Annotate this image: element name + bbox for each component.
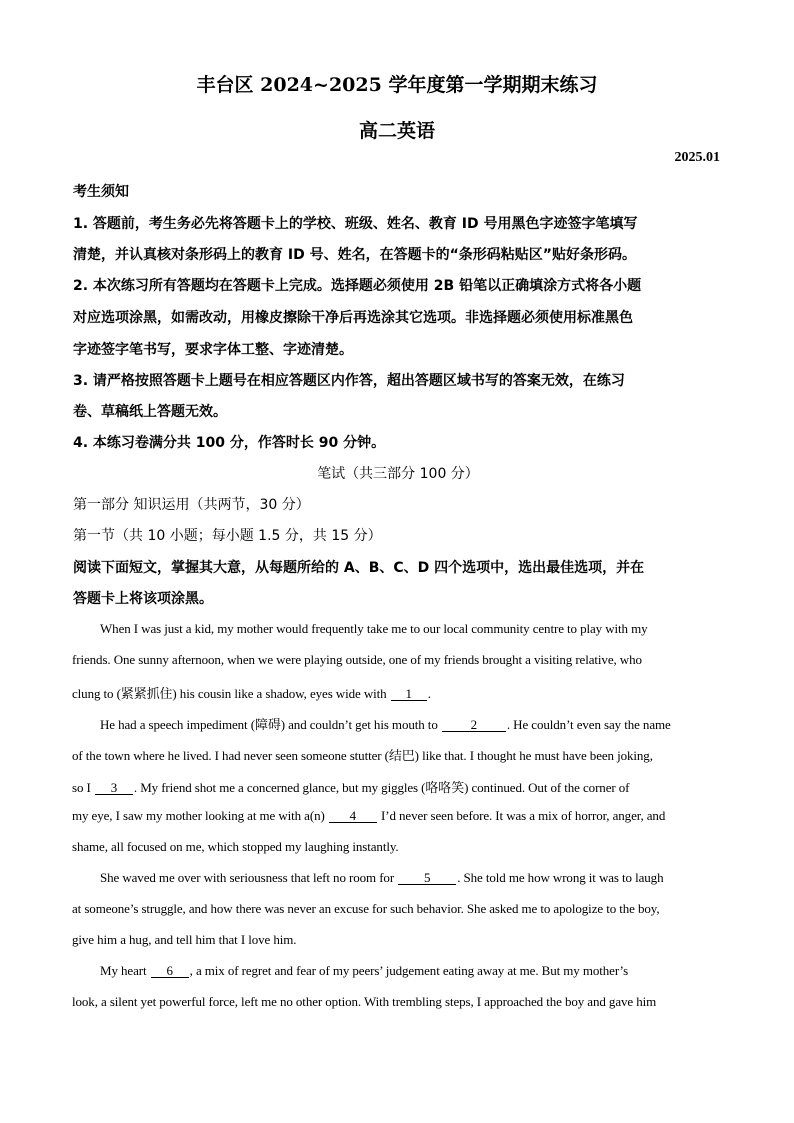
passage-text: my eye, I saw my mother looking at me with a(n): [72, 808, 328, 823]
passage-text: . He couldn’t even say the name: [506, 717, 671, 732]
notice-line: 2. 本次练习所有答题均在答题卡上完成。选择题必须使用 2B 铅笔以正确填涂方式将各小题: [73, 278, 642, 294]
passage-text: , a mix of regret and fear of my peers’ judgement eating away at me. But my mother’s: [189, 963, 629, 978]
passage-line: [72, 777, 724, 796]
passage-line: look, a silent yet powerful force, left me no other option. With trembling steps, I approached the boy and gave him: [72, 994, 657, 1009]
passage-text: . My friend shot me a concerned glance, but my giggles (咯咯笑) continued. Out of the corner of: [133, 780, 630, 795]
notice-heading: 考生须知: [73, 184, 129, 200]
notice-line: 对应选项涂黑，如需改动，用橡皮擦除干净后再选涂其它选项。非选择题必须使用标准黑色: [73, 310, 633, 326]
answer-blank-3: 3: [95, 782, 133, 795]
notice-line: 清楚，并认真核对条形码上的教育 ID 号、姓名，在答题卡的“条形码粘贴区”贴好条形码。: [73, 247, 636, 263]
notice-line: 字迹签字笔书写，要求字体工整、字迹清楚。: [73, 342, 353, 358]
passage-line: [100, 963, 724, 979]
passage-text: I’d never seen before. It was a mix of horror, anger, and: [377, 808, 666, 823]
passage-line: at someone’s struggle, and how there was never an excuse for such behavior. She asked me to apologize to the boy,: [72, 901, 660, 916]
passage-line: give him a hug, and tell him that I love him.: [72, 932, 297, 947]
answer-blank-6: 6: [151, 965, 189, 978]
instruction-line: 阅读下面短文，掌握其大意，从每题所给的 A、B、C、D 四个选项中，选出最佳选项，并在: [73, 560, 645, 576]
passage-line: shame, all focused on me, which stopped my laughing instantly.: [72, 839, 399, 854]
part1-heading: 第一部分 知识运用（共两节，30 分）: [73, 497, 310, 513]
passage-line: [100, 714, 724, 733]
instruction-line: 答题卡上将该项涂黑。: [73, 591, 213, 607]
notice-line: 3. 请严格按照答题卡上题号在相应答题区内作答，超出答题区域书写的答案无效，在练习: [73, 373, 625, 389]
notice-line: 卷、草稿纸上答题无效。: [73, 404, 227, 420]
passage-line: friends. One sunny afternoon, when we were playing outside, one of my friends brought a visiting relative, who: [72, 652, 642, 667]
passage-line: When I was just a kid, my mother would frequently take me to our local community centre to play with my: [100, 621, 648, 636]
notice-line: 4. 本练习卷满分共 100 分，作答时长 90 分钟。: [73, 435, 386, 451]
answer-blank-4: 4: [329, 810, 377, 823]
exam-title: 丰台区 2024~2025 学年度第一学期期末练习: [196, 74, 598, 96]
passage-line: [72, 683, 724, 702]
passage-line: [72, 808, 724, 824]
answer-blank-2: 2: [442, 719, 506, 732]
section1-heading: 第一节（共 10 小题；每小题 1.5 分，共 15 分）: [73, 528, 382, 544]
passage-text: She waved me over with seriousness that left no room for: [100, 870, 398, 885]
passage-text: so I: [72, 780, 94, 795]
answer-blank-1: 1: [391, 688, 427, 701]
passage-text: He had a speech impediment (障碍) and couldn’t get his mouth to: [100, 717, 441, 732]
exam-subject: 高二英语: [358, 120, 435, 142]
passage-text: . She told me how wrong it was to laugh: [457, 870, 664, 885]
written-test-heading: 笔试（共三部分 100 分）: [317, 466, 479, 482]
passage-text: .: [427, 686, 431, 701]
passage-line: [100, 870, 724, 886]
answer-blank-5: 5: [398, 872, 456, 885]
passage-text: clung to (紧紧抓住) his cousin like a shadow, eyes wide with: [72, 686, 390, 701]
passage-text: My heart: [100, 963, 150, 978]
passage-line: of the town where he lived. I had never seen someone stutter (结巴) like that. I thought he must have been joking,: [72, 748, 653, 763]
exam-date: 2025.01: [674, 150, 720, 165]
notice-line: 1. 答题前，考生务必先将答题卡上的学校、班级、姓名、教育 ID 号用黑色字迹签字笔填写: [73, 216, 638, 232]
